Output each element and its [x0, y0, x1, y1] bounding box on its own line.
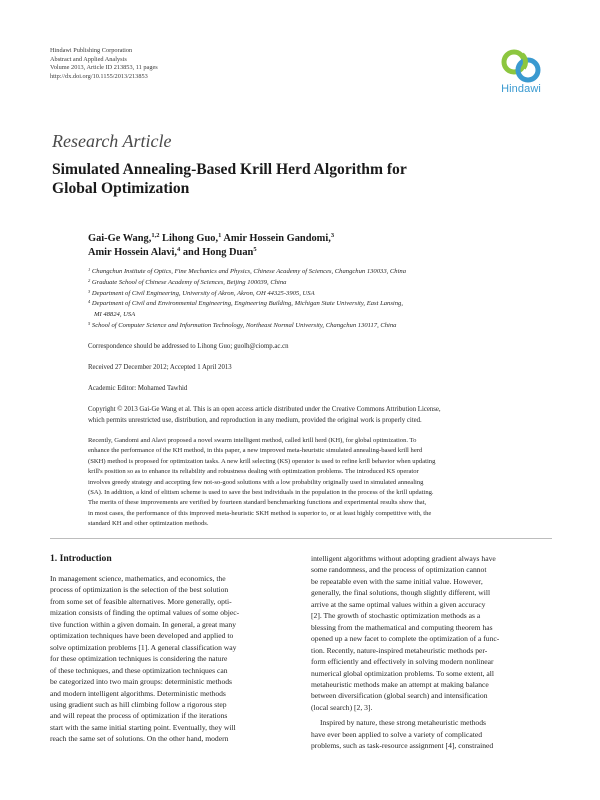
affiliation-text: Changchun Institute of Optics, Fine Mechanics and Physics, Chinese Academy of Sciences, Changchun 130033, China [91, 268, 407, 275]
text-line: intelligent algorithms without adopting gradient always have [311, 554, 496, 563]
author-list [88, 232, 548, 260]
text-line: for these optimization techniques is considering the nature [50, 654, 228, 664]
received-dates: Received 27 December 2012; Accepted 1 April 2013 [88, 364, 232, 371]
intro-paragraph [50, 573, 290, 745]
affiliation [88, 321, 558, 332]
author-name: Amir Hossein Alavi, [88, 247, 177, 258]
text-line: problems, such as task-resource assignment [4], constrained [311, 741, 494, 751]
text-line: [2]. The growth of stochastic optimization methods as a [311, 611, 481, 621]
hindawi-logo-text: Hindawi [501, 83, 541, 95]
title-line: Global Optimization [52, 180, 190, 197]
text-line: and will repeat the process of optimization if the iterations [50, 711, 228, 721]
author-name: Gai-Ge Wang, [88, 233, 152, 244]
affiliation-number: 4 [88, 299, 91, 305]
text-line: some randomness, and the process of optimization cannot [311, 565, 487, 575]
text-line: be categorized into two main groups: deterministic methods [50, 677, 232, 687]
affiliation [88, 299, 558, 310]
author-sup: 1,2 [151, 232, 160, 239]
text-line: between diversification (global search) and intensification [311, 691, 488, 701]
affiliation-text: School of Computer Science and Information Technology, Northeast Normal University, Changchun 130117, China [91, 321, 397, 329]
author-line [88, 232, 548, 246]
author-line [88, 246, 548, 260]
section-divider [50, 538, 552, 539]
academic-editor: Academic Editor: Mohamed Tawhid [88, 385, 188, 392]
text-line: opened up a new facet to complete the optimization of a func- [311, 634, 500, 644]
author-sup: 1 [218, 232, 222, 239]
text-line: (SKH) method is proposed for optimization tasks. A new krill selecting (KS) operator is used to refine krill behavior when updating [88, 457, 436, 465]
text-line: blessing from the mathematical and computing theorem has [311, 622, 493, 632]
text-line: Recently, Gandomi and Alavi proposed a novel swarm intelligent method, called krill herd (KH), for global optimization. To [88, 437, 417, 444]
text-line: The merits of these improvements are verified by fourteen standard benchmarking functions and experimental results show that, [88, 499, 427, 507]
text-line: enhance the performance of the KH method, in this paper, a new improved meta-heuristic simulated annealing-based krill herd [88, 447, 423, 455]
abstract [88, 436, 553, 530]
author-name: Lihong Guo, [159, 233, 219, 244]
text-line: start with the same initial starting point. Eventually, they will [50, 722, 236, 732]
copyright-line: which permits unrestricted use, distribution, and reproduction in any medium, provided the original work is properly cited. [88, 416, 422, 424]
affiliation-number: 3 [88, 288, 91, 294]
text-line: reach the same set of solutions. On the other hand, modern [50, 734, 229, 744]
text-line: using gradient such as hill climbing follow a rigorous step [50, 699, 227, 709]
right-column [311, 553, 553, 752]
affiliation-number: 2 [88, 277, 91, 283]
affiliation-number: 5 [88, 320, 91, 326]
copyright-notice [88, 405, 553, 426]
hindawi-logo [493, 48, 549, 95]
article-type: Research Article [52, 131, 172, 151]
text-line: solve optimization problems [1]. A general classification way [50, 642, 237, 652]
author-sup: 5 [253, 246, 257, 253]
affiliation-continuation: MI 48824, USA [94, 311, 136, 319]
text-line: mization consists of finding the optimal values of some objec- [50, 608, 240, 618]
copyright-line: Copyright © 2013 Gai-Ge Wang et al. This is an open access article distributed under the Creative Commons Attribution License, [88, 406, 441, 413]
author-name: Amir Hossein Gandomi, [221, 233, 331, 244]
author-sup: 3 [330, 232, 335, 239]
volume-info: Volume 2013, Article ID 213853, 11 pages [50, 64, 158, 72]
affiliation-text: Graduate School of Chinese Academy of Sciences, Beijing 100039, China [91, 278, 287, 286]
hindawi-rings-icon [498, 48, 544, 84]
affiliation-text: Department of Civil Engineering, University of Akron, Akron, OH 44325-3905, USA [91, 289, 315, 297]
text-line: metaheuristic methods make an attempt at making balance [311, 679, 489, 689]
text-line: (local search) [2, 3]. [311, 702, 373, 712]
title-line: Simulated Annealing-Based Krill Herd Algorithm for [52, 161, 407, 178]
text-line: (SA). In addition, a kind of elitism scheme is used to save the best individuals in the population in the process of the krill updating. [88, 489, 434, 497]
text-line: in most cases, the performance of this improved meta-heuristic SKH method is superior to, or at least highly competitive with, the [88, 509, 432, 517]
paper-title [52, 160, 522, 198]
text-line: arrive at the same optimal values within a given accuracy [311, 599, 486, 609]
intro-paragraph-continued [311, 553, 553, 713]
text-line: and modern intelligent algorithms. Deterministic methods [50, 688, 226, 698]
text-line: be repeatable even with the same initial value. However, [311, 576, 483, 586]
text-line: optimization techniques have been developed and applied to [50, 631, 234, 641]
correspondence-note: Correspondence should be addressed to Lihong Guo; guolh@ciomp.ac.cn [88, 343, 289, 350]
text-line: tive function within a given domain. In general, a great many [50, 619, 236, 629]
affiliation-list [88, 267, 558, 332]
text-line: generally, the final solutions, though slightly different, will [311, 588, 491, 598]
text-line: krill's position so as to enhance its reliability and robustness dealing with optimization problems. The introduced KS operator [88, 468, 419, 476]
text-line: Inspired by nature, these strong metaheuristic methods [320, 718, 486, 728]
affiliation [88, 289, 558, 300]
text-line: In management science, mathematics, and economics, the [50, 574, 226, 583]
text-line: have ever been applied to solve a variety of complicated [311, 729, 482, 739]
text-line: from some set of feasible alternatives. More generally, opti- [50, 596, 232, 606]
affiliation-number: 1 [88, 267, 91, 272]
text-line: numerical global optimization problems. To some extent, all [311, 668, 495, 678]
text-line: tion. Recently, nature-inspired metaheuristic methods per- [311, 645, 488, 655]
text-line: form efficiently and effectively in solving modern nonlinear [311, 657, 494, 667]
text-line: process of optimization is the selection of the best solution [50, 585, 229, 595]
journal-header [50, 47, 350, 81]
left-column [50, 553, 290, 745]
affiliation-text: Department of Civil and Environmental Engineering, Engineering Building, Michigan State University, East Lansing, [91, 300, 403, 308]
author-sup: 4 [177, 246, 181, 253]
text-line: standard KH and other optimization methods. [88, 520, 209, 528]
text-line: involves greedy strategy and accepting few not-so-good solutions with a low probability originally used in simulated annealing [88, 478, 424, 486]
author-name: and Hong Duan [180, 247, 254, 258]
text-line: of these techniques, and these optimization techniques can [50, 665, 228, 675]
journal-name: Abstract and Applied Analysis [50, 55, 127, 63]
doi-link[interactable]: http://dx.doi.org/10.1155/2013/213853 [50, 72, 148, 80]
section-heading: 1. Introduction [50, 553, 112, 564]
intro-paragraph-2 [311, 717, 553, 751]
affiliation [88, 267, 558, 278]
affiliation [88, 278, 558, 289]
publisher-name: Hindawi Publishing Corporation [50, 47, 133, 54]
